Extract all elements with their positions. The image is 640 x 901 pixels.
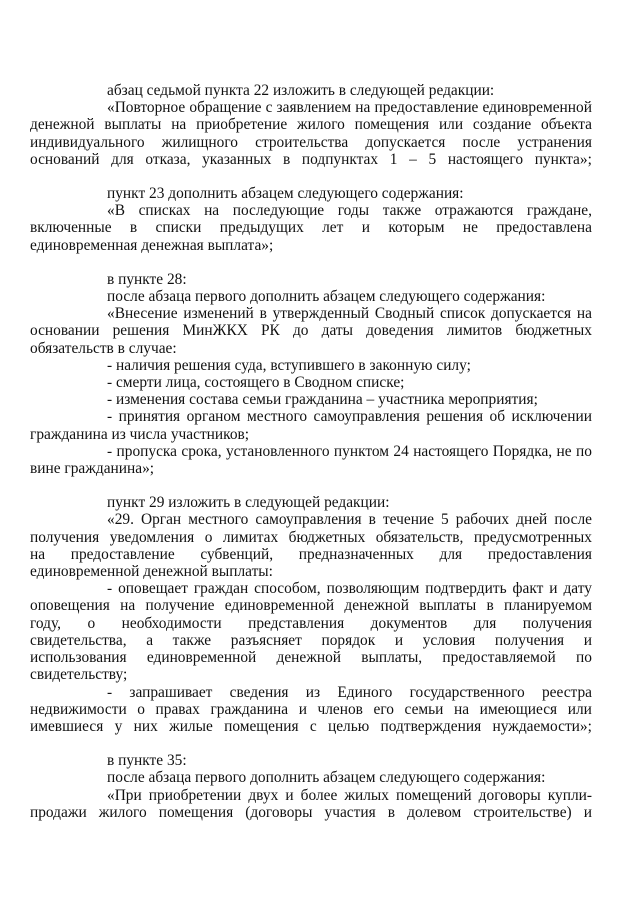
text-line: «29. Орган местного самоуправления в течение 5 рабочих дней после [107,511,592,529]
text-line: основании решения МинЖКХ РК до даты доведения лимитов бюджетных [30,322,592,340]
amendment-heading: абзац седьмой пункта 22 изложить в следующей редакции: [107,82,495,99]
text-line: получения уведомления о лимитах бюджетных обязательств, предусмотренных [30,528,592,546]
text-line: свидетельству; [30,666,128,684]
paragraph-item-28 [30,270,592,478]
amendment-subheading: после абзаца первого дополнить абзацем следующего содержания: [107,769,546,787]
text-line: «Повторное обращение с заявлением на предоставление единовременной [107,99,592,117]
text-line: «Внесение изменений в утвержденный Сводный список допускается на [107,305,592,323]
text-line: единовременная денежная выплата»; [30,236,274,254]
text-line: единовременной денежной выплаты: [30,563,273,581]
text-line: обязательств в случае: [30,339,177,357]
text-line: свидетельства, а также разъясняет порядок и условия получения и [30,631,592,649]
text-line: на предоставление субвенций, предназначенных для предоставления [30,545,592,563]
amendment-heading: пункт 29 изложить в следующей редакции: [107,494,390,512]
amendment-subheading: после абзаца первого дополнить абзацем следующего содержания: [107,288,546,306]
text-line: вине гражданина»; [30,460,155,478]
list-item: - наличия решения суда, вступившего в законную силу; [107,356,471,374]
amendment-heading: пункт 23 дополнить абзацем следующего содержания: [107,185,464,203]
list-item: - запрашивает сведения из Единого государственного реестра [107,683,592,701]
list-item: - изменения состава семьи гражданина – участника мероприятия; [107,391,538,409]
text-line: имевшиеся у них жилые помещения с целью подтверждения нуждаемости»; [30,717,592,735]
list-item: - принятия органом местного самоуправления решения об исключении [107,408,592,426]
list-item: - оповещает граждан способом, позволяющим подтвердить факт и дату [107,580,592,598]
text-line: денежной выплаты на приобретение жилого помещения или создание объекта [30,116,592,134]
paragraph-item-23 [30,185,592,254]
text-line: включенные в списки предыдущих лет и которым не предоставлена [30,219,592,237]
text-line: продажи жилого помещения (договоры участия в долевом строительстве) и [30,803,592,821]
text-line: оснований для отказа, указанных в подпунктах 1 – 5 настоящего пункта»; [30,150,592,168]
text-line: оповещения на получение единовременной денежной выплаты в планируемом [30,597,592,615]
list-item: - смерти лица, состоящего в Сводном списке; [107,374,405,392]
paragraph-item-35 [30,752,592,821]
text-line: «В списках на последующие годы также отражаются граждане, [107,202,592,220]
amendment-heading: в пункте 28: [107,270,187,288]
text-line: недвижимости о правах гражданина и членов его семьи на имеющиеся или [30,700,592,718]
paragraph-item-22 [30,82,592,168]
list-item: - пропуска срока, установленного пунктом 24 настоящего Порядка, не по [107,442,592,460]
amendment-heading: в пункте 35: [107,752,187,770]
text-line: гражданина из числа участников; [30,425,250,443]
text-line: индивидуального жилищного строительства допускается после устранения [30,133,592,151]
text-line: «При приобретении двух и более жилых помещений договоры купли- [107,786,592,804]
text-line: году, о необходимости представления документов для получения [30,614,592,632]
paragraph-item-29 [30,494,592,735]
text-line: использования единовременной денежной выплаты, предоставляемой по [30,649,592,667]
